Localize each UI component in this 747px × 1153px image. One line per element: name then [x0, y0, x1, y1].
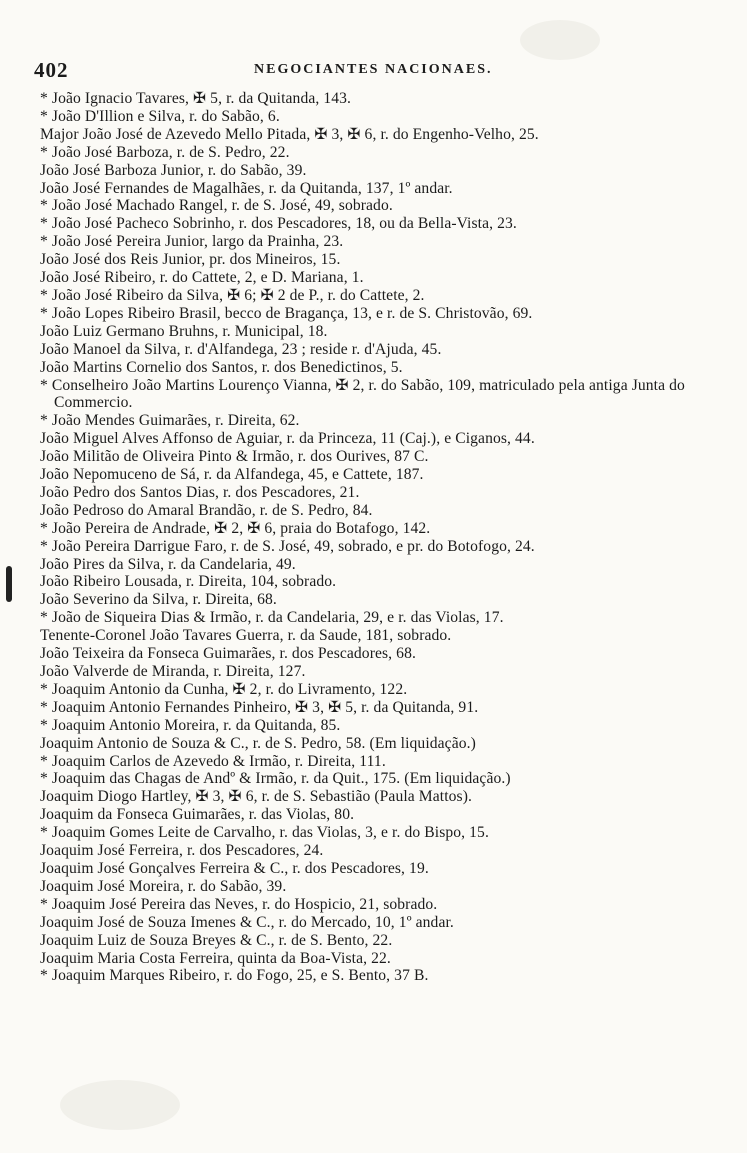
list-item: * Joaquim Gomes Leite de Carvalho, r. das Violas, 3, e r. do Bispo, 15. [40, 824, 489, 842]
list-item: João Miguel Alves Affonso de Aguiar, r. da Princeza, 11 (Caj.), e Ciganos, 44. [40, 430, 535, 448]
list-item: João Luiz Germano Bruhns, r. Municipal, 18. [40, 322, 328, 340]
margin-mark [6, 566, 12, 602]
list-item: João Severino da Silva, r. Direita, 68. [40, 591, 277, 609]
directory-list [40, 90, 730, 985]
list-item: * Joaquim Antonio da Cunha, ✠ 2, r. do Livramento, 122. [40, 680, 408, 698]
list-item: Joaquim José Ferreira, r. dos Pescadores, 24. [40, 842, 324, 860]
list-item: João Manoel da Silva, r. d'Alfandega, 23 ; reside r. d'Ajuda, 45. [40, 340, 442, 358]
list-item: * Joaquim José Pereira das Neves, r. do Hospicio, 21, sobrado. [40, 895, 438, 913]
list-item: * João Pereira de Andrade, ✠ 2, ✠ 6, praia do Botafogo, 142. [40, 519, 431, 537]
list-item: João Ribeiro Lousada, r. Direita, 104, sobrado. [40, 573, 337, 591]
list-item: Joaquim da Fonseca Guimarães, r. das Violas, 80. [40, 806, 355, 824]
list-item: * João de Siqueira Dias & Irmão, r. da Candelaria, 29, e r. das Violas, 17. [40, 609, 504, 627]
list-item: João Militão de Oliveira Pinto & Irmão, r. dos Ourives, 87 C. [40, 448, 429, 466]
list-item: João José Ribeiro, r. do Cattete, 2, e D. Mariana, 1. [40, 269, 364, 287]
list-item: João José Fernandes de Magalhães, r. da Quitanda, 137, 1º andar. [40, 179, 453, 197]
list-item: * João Pereira Darrigue Faro, r. de S. José, 49, sobrado, e pr. do Botofogo, 24. [40, 537, 535, 555]
list-item: * João José Machado Rangel, r. de S. José, 49, sobrado. [40, 197, 393, 215]
list-item: João Valverde de Miranda, r. Direita, 127. [40, 663, 306, 680]
list-item: João Nepomuceno de Sá, r. da Alfandega, 45, e Cattete, 187. [40, 466, 424, 484]
list-item: * João José Barboza, r. de S. Pedro, 22. [40, 143, 290, 161]
list-item: * Joaquim das Chagas de Andº & Irmão, r. da Quit., 175. (Em liquidação.) [40, 770, 511, 788]
list-item: Joaquim Luiz de Souza Breyes & C., r. de S. Bento, 22. [40, 931, 393, 949]
list-item: João José dos Reis Junior, pr. dos Mineiros, 15. [40, 251, 341, 269]
list-item: Joaquim Diogo Hartley, ✠ 3, ✠ 6, r. de S. Sebastião (Paula Mattos). [40, 788, 473, 806]
page-number: 402 [34, 58, 69, 82]
list-item: * João José Pacheco Sobrinho, r. dos Pescadores, 18, ou da Bella-Vista, 23. [40, 215, 517, 233]
list-item: * Joaquim Marques Ribeiro, r. do Fogo, 25, e S. Bento, 37 B. [40, 967, 429, 985]
list-item: * Joaquim Antonio Moreira, r. da Quitanda, 85. [40, 716, 341, 734]
list-item: * Joaquim Antonio Fernandes Pinheiro, ✠ 3, ✠ 5, r. da Quitanda, 91. [40, 698, 479, 716]
list-item: Tenente-Coronel João Tavares Guerra, r. da Saude, 181, sobrado. [40, 627, 452, 645]
list-item: * João José Ribeiro da Silva, ✠ 6; ✠ 2 de P., r. do Cattete, 2. [40, 286, 425, 304]
list-item: * Joaquim Carlos de Azevedo & Irmão, r. Direita, 111. [40, 752, 386, 770]
list-item: João Martins Cornelio dos Santos, r. dos Benedictinos, 5. [40, 358, 403, 376]
list-item: * João Mendes Guimarães, r. Direita, 62. [40, 412, 300, 430]
list-item: João Teixeira da Fonseca Guimarães, r. dos Pescadores, 68. [40, 645, 416, 663]
list-item: Joaquim Antonio de Souza & C., r. de S. Pedro, 58. (Em liquidação.) [40, 734, 476, 752]
list-item: Major João José de Azevedo Mello Pitada, ✠ 3, ✠ 6, r. do Engenho-Velho, 25. [40, 125, 539, 143]
list-item: Joaquim Maria Costa Ferreira, quinta da Boa-Vista, 22. [40, 949, 391, 967]
list-item: * João Ignacio Tavares, ✠ 5, r. da Quitanda, 143. [40, 90, 352, 107]
running-title: NEGOCIANTES NACIONAES. [254, 62, 493, 77]
list-item: João Pedroso do Amaral Brandão, r. de S. Pedro, 84. [40, 501, 373, 519]
paper-stain [520, 20, 600, 60]
page-header [34, 58, 734, 84]
list-item: * Conselheiro João Martins Lourenço Vianna, ✠ 2, r. do Sabão, 109, matriculado pela antiga Junta do Commercio. [40, 376, 685, 412]
list-item: João Pedro dos Santos Dias, r. dos Pescadores, 21. [40, 483, 360, 501]
list-item: João Pires da Silva, r. da Candelaria, 49. [40, 555, 296, 573]
list-item: João José Barboza Junior, r. do Sabão, 39. [40, 161, 307, 179]
list-item: Joaquim José de Souza Imenes & C., r. do Mercado, 10, 1º andar. [40, 913, 454, 931]
list-item: * João José Pereira Junior, largo da Prainha, 23. [40, 233, 344, 251]
list-item: Joaquim José Gonçalves Ferreira & C., r. dos Pescadores, 19. [40, 859, 429, 877]
list-item: * João Lopes Ribeiro Brasil, becco de Bragança, 13, e r. de S. Christovão, 69. [40, 304, 533, 322]
list-item: Joaquim José Moreira, r. do Sabão, 39. [40, 877, 287, 895]
list-item: * João D'Illion e Silva, r. do Sabão, 6. [40, 107, 280, 125]
paper-stain [60, 1080, 180, 1130]
